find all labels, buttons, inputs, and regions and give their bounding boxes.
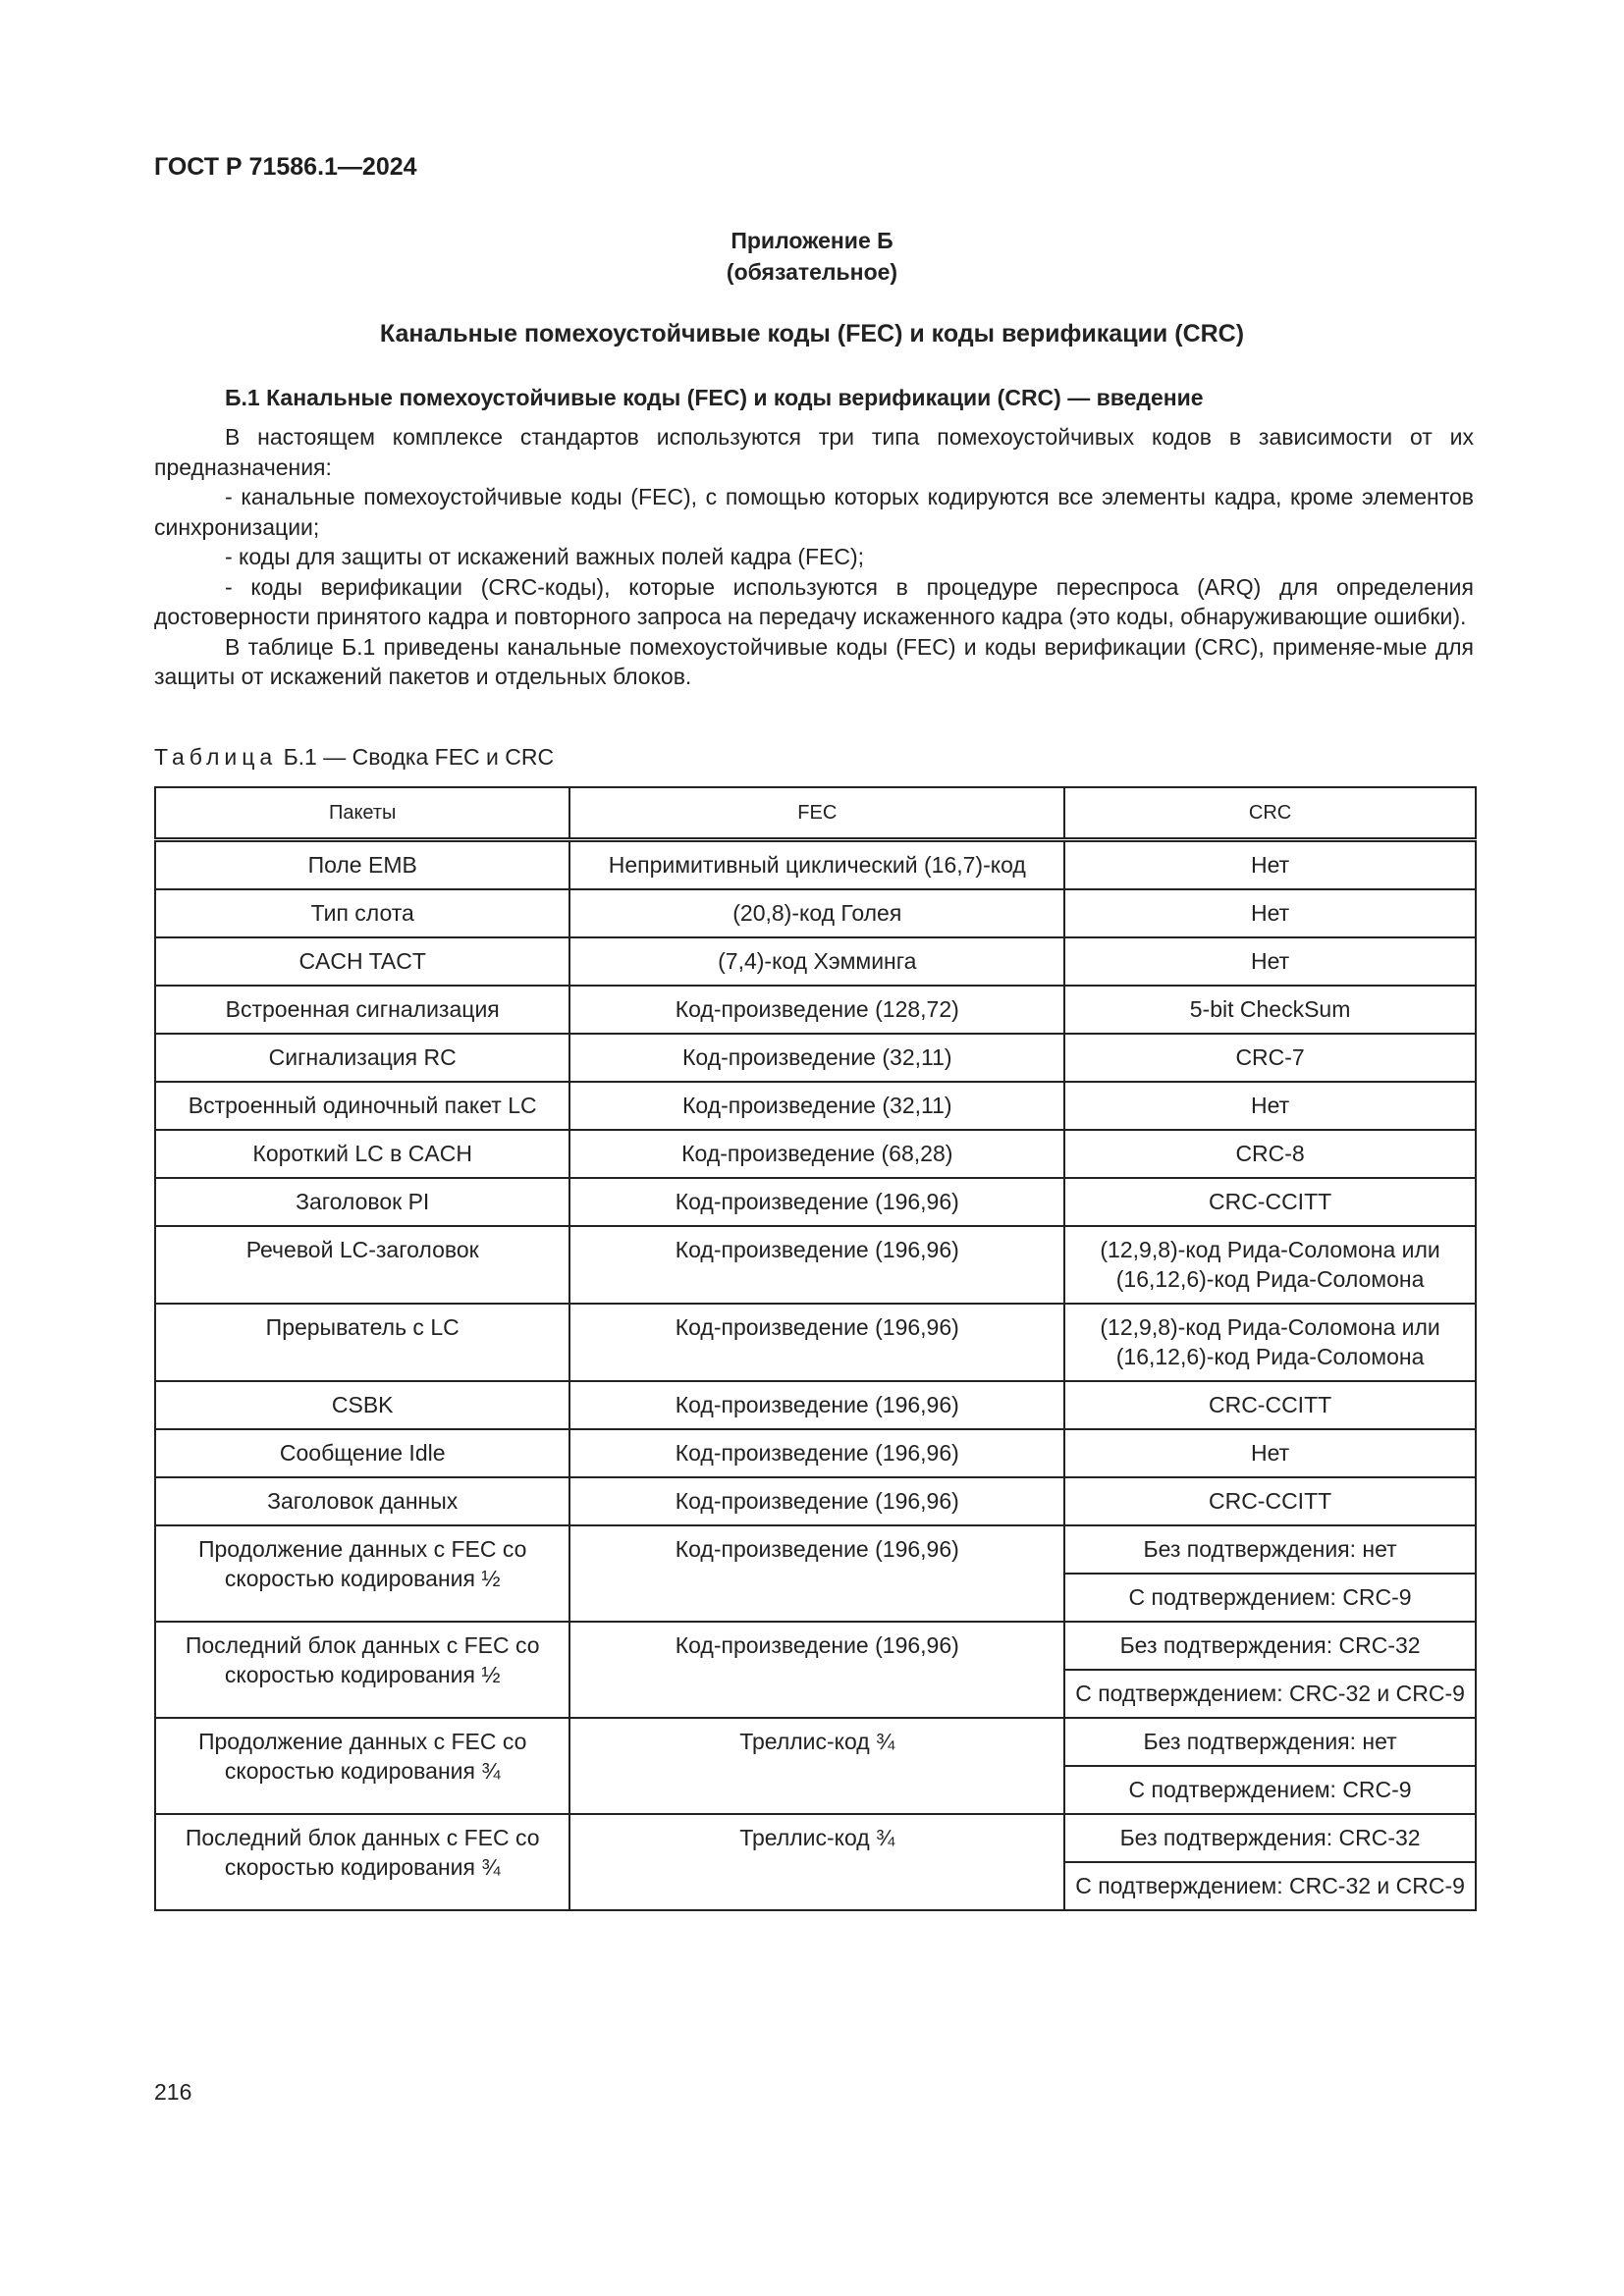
cell-crc: CRC-7 [1064,1034,1476,1082]
cell-fec: Код-произведение (196,96) [569,1622,1064,1718]
cell-packet: Встроенный одиночный пакет LC [155,1082,569,1130]
column-header-packets: Пакеты [155,787,569,840]
table-row-split [155,1718,1476,1766]
section-heading: Б.1 Канальные помехоустойчивые коды (FEC) и коды верификации (CRC) — введение [225,385,1204,410]
cell-packet: Последний блок данных с FEC со скоростью кодирования ¾ [155,1814,569,1910]
cell-packet: Продолжение данных с FEC со скоростью кодирования ½ [155,1525,569,1622]
table-header-row [155,787,1476,840]
table-row [155,1381,1476,1429]
cell-fec: Код-произведение (196,96) [569,1477,1064,1525]
cell-crc-confirmed: С подтверждением: CRC-32 и CRC-9 [1064,1670,1476,1718]
table-row [155,840,1476,890]
cell-packet: Поле EMB [155,840,569,890]
cell-crc-unconfirmed: Без подтверждения: CRC-32 [1064,1814,1476,1862]
cell-packet: Заголовок PI [155,1178,569,1226]
table-row [155,1226,1476,1304]
cell-crc-confirmed: С подтверждением: CRC-9 [1064,1766,1476,1814]
table-row [155,1304,1476,1381]
body-text [154,422,1474,692]
list-item: - коды для защиты от искажений важных полей кадра (FEC); [225,544,865,569]
cell-fec: Код-произведение (196,96) [569,1429,1064,1477]
appendix-title: Канальные помехоустойчивые коды (FEC) и коды верификации (CRC) [379,320,1245,347]
table-row [155,937,1476,986]
table-row [155,1477,1476,1525]
cell-packet: Продолжение данных с FEC со скоростью кодирования ¾ [155,1718,569,1814]
table-row [155,1130,1476,1178]
table-row [155,1034,1476,1082]
page-number: 216 [154,2079,192,2105]
table-row-split [155,1622,1476,1670]
paragraph: В таблице Б.1 приведены канальные помехоустойчивые коды (FEC) и коды верификации (CRC), применяе-мые для защиты от искажений пакетов и отдельных блоков. [154,633,1474,689]
cell-crc: Нет [1064,1429,1476,1477]
cell-fec: Код-произведение (196,96) [569,1304,1064,1381]
cell-crc: CRC-CCITT [1064,1477,1476,1525]
cell-fec: (7,4)-код Хэмминга [569,937,1064,986]
cell-crc: CRC-CCITT [1064,1381,1476,1429]
cell-fec: Код-произведение (196,96) [569,1178,1064,1226]
list-item: - канальные помехоустойчивые коды (FEC), с помощью которых кодируются все элементы кадра, кроме элементов синхронизации; [154,484,1474,540]
table-row-split [155,1525,1476,1574]
column-header-crc: CRC [1064,787,1476,840]
document-header: ГОСТ Р 71586.1—2024 [154,153,417,181]
cell-fec: Непримитивный циклический (16,7)-код [569,840,1064,890]
table-row [155,1082,1476,1130]
appendix-type: (обязательное) [726,259,898,285]
cell-fec: Код-произведение (32,11) [569,1034,1064,1082]
cell-crc: 5-bit CheckSum [1064,986,1476,1034]
cell-fec: Код-произведение (128,72) [569,986,1064,1034]
fec-crc-table [154,786,1477,1911]
cell-crc: CRC-CCITT [1064,1178,1476,1226]
cell-packet: Тип слота [155,889,569,937]
appendix-heading [0,225,1624,288]
table-row [155,1178,1476,1226]
cell-packet: Последний блок данных с FEC со скоростью кодирования ½ [155,1622,569,1718]
cell-crc: CRC-8 [1064,1130,1476,1178]
cell-fec: Код-произведение (32,11) [569,1082,1064,1130]
cell-crc: (12,9,8)-код Рида-Соломона или (16,12,6)-код Рида-Соломона [1064,1304,1476,1381]
list-item: - коды верификации (CRC-коды), которые используются в процедуре переспроса (ARQ) для определения достоверности принятого кадра и повторного запроса на передачу искаженного кадра (это коды, обнаруживающие ошибки). [154,573,1474,629]
cell-packet: Встроенная сигнализация [155,986,569,1034]
cell-fec: (20,8)-код Голея [569,889,1064,937]
cell-crc-unconfirmed: Без подтверждения: нет [1064,1525,1476,1574]
cell-crc: Нет [1064,1082,1476,1130]
cell-packet: Короткий LC в CACH [155,1130,569,1178]
column-header-fec: FEC [569,787,1064,840]
cell-packet: Заголовок данных [155,1477,569,1525]
cell-crc-confirmed: С подтверждением: CRC-32 и CRC-9 [1064,1862,1476,1910]
cell-packet: CSBK [155,1381,569,1429]
table-caption-title: Б.1 — Сводка FEC и CRC [283,744,555,770]
cell-crc-unconfirmed: Без подтверждения: CRC-32 [1064,1622,1476,1670]
cell-fec: Код-произведение (196,96) [569,1525,1064,1622]
cell-fec: Треллис-код ¾ [569,1814,1064,1910]
cell-crc: (12,9,8)-код Рида-Соломона или (16,12,6)-код Рида-Соломона [1064,1226,1476,1304]
cell-crc: Нет [1064,840,1476,890]
appendix-label: Приложение Б [731,228,893,253]
table-row [155,986,1476,1034]
table-row-split [155,1814,1476,1862]
cell-fec: Треллис-код ¾ [569,1718,1064,1814]
cell-fec: Код-произведение (196,96) [569,1226,1064,1304]
table-row [155,889,1476,937]
cell-crc-confirmed: С подтверждением: CRC-9 [1064,1574,1476,1622]
cell-fec: Код-произведение (196,96) [569,1381,1064,1429]
cell-crc: Нет [1064,889,1476,937]
cell-fec: Код-произведение (68,28) [569,1130,1064,1178]
cell-packet: CACH TACT [155,937,569,986]
cell-crc: Нет [1064,937,1476,986]
cell-packet: Сообщение Idle [155,1429,569,1477]
paragraph: В настоящем комплексе стандартов используются три типа помехоустойчивых кодов в зависимости от их предназначения: [154,424,1474,480]
cell-packet: Прерыватель с LC [155,1304,569,1381]
table-caption [154,744,554,771]
cell-crc-unconfirmed: Без подтверждения: нет [1064,1718,1476,1766]
table-caption-word: Таблица [154,744,278,770]
cell-packet: Речевой LC-заголовок [155,1226,569,1304]
table-row [155,1429,1476,1477]
cell-packet: Сигнализация RC [155,1034,569,1082]
